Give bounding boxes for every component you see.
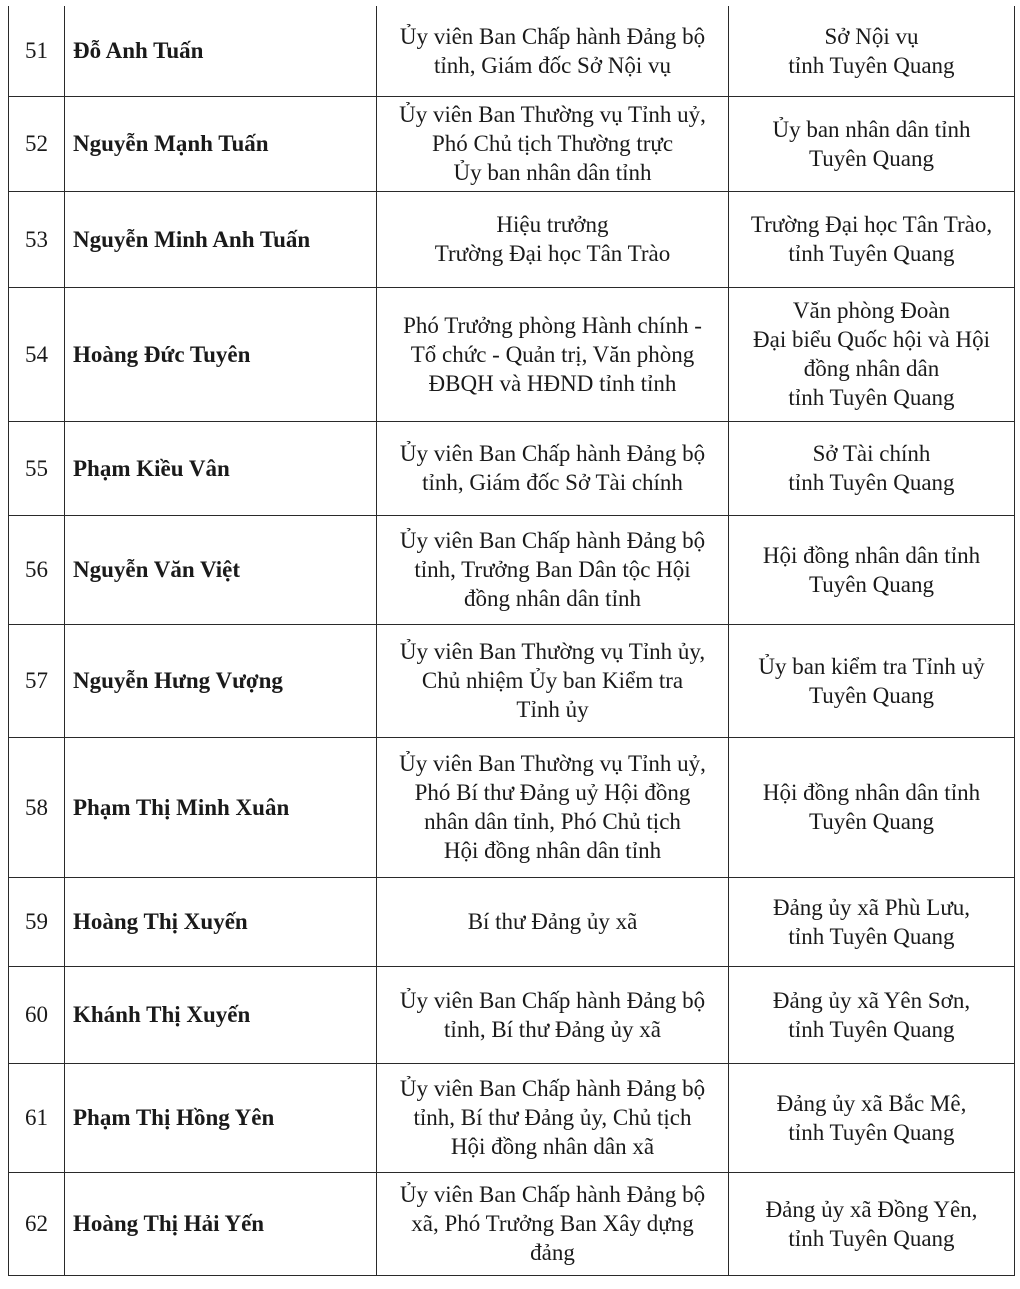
position-title: Ủy viên Ban Chấp hành Đảng bộ tỉnh, Giám đốc Sở Nội vụ: [377, 6, 729, 96]
organization: Đảng ủy xã Bắc Mê, tỉnh Tuyên Quang: [729, 1063, 1015, 1172]
position-title: Ủy viên Ban Chấp hành Đảng bộ tỉnh, Bí thư Đảng ủy xã: [377, 966, 729, 1063]
person-name: Hoàng Đức Tuyên: [65, 287, 377, 421]
table-row: [9, 96, 1015, 191]
position-title: Ủy viên Ban Chấp hành Đảng bộ xã, Phó Trưởng Ban Xây dựng đảng: [377, 1172, 729, 1275]
position-title: Ủy viên Ban Chấp hành Đảng bộ tỉnh, Bí thư Đảng ủy, Chủ tịch Hội đồng nhân dân xã: [377, 1063, 729, 1172]
person-name: Nguyễn Văn Việt: [65, 515, 377, 624]
position-title: Ủy viên Ban Chấp hành Đảng bộ tỉnh, Giám đốc Sở Tài chính: [377, 421, 729, 515]
table-row: [9, 287, 1015, 421]
person-name: Nguyễn Hưng Vượng: [65, 624, 377, 737]
person-name: Đỗ Anh Tuấn: [65, 6, 377, 96]
position-title: Bí thư Đảng ủy xã: [377, 877, 729, 966]
position-title: Hiệu trưởng Trường Đại học Tân Trào: [377, 191, 729, 287]
person-name: Hoàng Thị Hải Yến: [65, 1172, 377, 1275]
organization: Đảng ủy xã Phù Lưu, tỉnh Tuyên Quang: [729, 877, 1015, 966]
organization: Đảng ủy xã Đồng Yên, tỉnh Tuyên Quang: [729, 1172, 1015, 1275]
organization: Sở Nội vụ tỉnh Tuyên Quang: [729, 6, 1015, 96]
position-title: Ủy viên Ban Thường vụ Tỉnh uỷ, Phó Bí thư Đảng uỷ Hội đồng nhân dân tỉnh, Phó Chủ tịch Hội đồng nhân dân tỉnh: [377, 737, 729, 877]
person-name: Nguyễn Mạnh Tuấn: [65, 96, 377, 191]
table-row: [9, 737, 1015, 877]
row-number: 61: [9, 1063, 65, 1172]
table-row: [9, 6, 1015, 96]
row-number: 54: [9, 287, 65, 421]
person-name: Phạm Thị Hồng Yên: [65, 1063, 377, 1172]
person-name: Khánh Thị Xuyến: [65, 966, 377, 1063]
table-row: [9, 421, 1015, 515]
person-name: Phạm Kiều Vân: [65, 421, 377, 515]
organization: Ủy ban kiểm tra Tỉnh uỷ Tuyên Quang: [729, 624, 1015, 737]
position-title: Phó Trưởng phòng Hành chính - Tổ chức - Quản trị, Văn phòng ĐBQH và HĐND tỉnh tỉnh: [377, 287, 729, 421]
row-number: 60: [9, 966, 65, 1063]
position-title: Ủy viên Ban Thường vụ Tỉnh ủy, Chủ nhiệm Ủy ban Kiểm tra Tỉnh ủy: [377, 624, 729, 737]
row-number: 62: [9, 1172, 65, 1275]
position-title: Ủy viên Ban Chấp hành Đảng bộ tỉnh, Trưởng Ban Dân tộc Hội đồng nhân dân tỉnh: [377, 515, 729, 624]
table-row: [9, 1172, 1015, 1275]
row-number: 52: [9, 96, 65, 191]
table-row: [9, 966, 1015, 1063]
organization: Sở Tài chính tỉnh Tuyên Quang: [729, 421, 1015, 515]
row-number: 55: [9, 421, 65, 515]
table-row: [9, 624, 1015, 737]
organization: Đảng ủy xã Yên Sơn, tỉnh Tuyên Quang: [729, 966, 1015, 1063]
row-number: 57: [9, 624, 65, 737]
person-name: Hoàng Thị Xuyến: [65, 877, 377, 966]
person-name: Phạm Thị Minh Xuân: [65, 737, 377, 877]
organization: Hội đồng nhân dân tỉnh Tuyên Quang: [729, 515, 1015, 624]
organization: Hội đồng nhân dân tỉnh Tuyên Quang: [729, 737, 1015, 877]
person-name: Nguyễn Minh Anh Tuấn: [65, 191, 377, 287]
table-row: [9, 191, 1015, 287]
table-row: [9, 515, 1015, 624]
organization: Ủy ban nhân dân tỉnh Tuyên Quang: [729, 96, 1015, 191]
row-number: 53: [9, 191, 65, 287]
organization: Trường Đại học Tân Trào, tỉnh Tuyên Quang: [729, 191, 1015, 287]
row-number: 51: [9, 6, 65, 96]
position-title: Ủy viên Ban Thường vụ Tỉnh uỷ, Phó Chủ tịch Thường trực Ủy ban nhân dân tỉnh: [377, 96, 729, 191]
row-number: 59: [9, 877, 65, 966]
table-row: [9, 1063, 1015, 1172]
row-number: 58: [9, 737, 65, 877]
row-number: 56: [9, 515, 65, 624]
delegate-table: [8, 6, 1015, 1276]
table-row: [9, 877, 1015, 966]
organization: Văn phòng Đoàn Đại biểu Quốc hội và Hội đồng nhân dân tỉnh Tuyên Quang: [729, 287, 1015, 421]
